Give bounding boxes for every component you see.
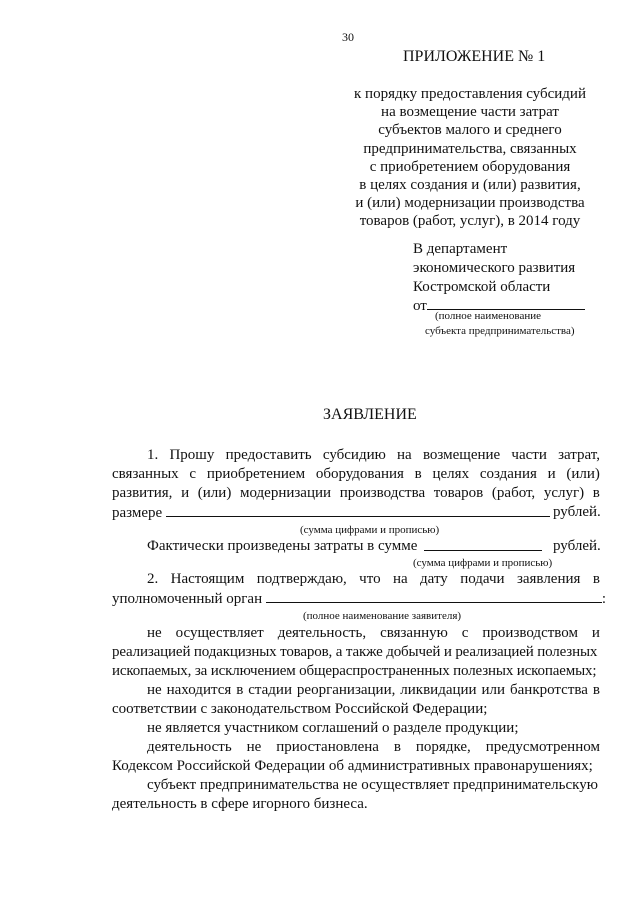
c5-line-1: субъект предпринимательства не осуществляет предпринимательскую <box>147 777 598 793</box>
word: банкротства <box>510 682 588 698</box>
word: не <box>147 682 162 698</box>
addressee-line: Костромской области <box>413 279 551 295</box>
word: предусмотренном <box>485 739 600 755</box>
p2-line-1 <box>147 571 600 588</box>
word: оборудования <box>315 466 404 482</box>
authorized-body-blank <box>266 590 602 603</box>
appendix-description <box>340 85 600 231</box>
word: Прошу <box>169 447 215 463</box>
authorized-colon: : <box>601 591 607 607</box>
size-label: размере <box>112 505 163 521</box>
c5-line-2: деятельность в сфере игорного бизнеса. <box>112 796 368 812</box>
word: в <box>236 682 244 698</box>
word: и <box>547 466 556 482</box>
word: в <box>592 682 600 698</box>
appendix-line: предпринимательства, связанных <box>363 140 577 157</box>
word: и <box>591 625 600 641</box>
word: производством <box>482 625 578 641</box>
word: в <box>414 466 422 482</box>
appendix-line: с приобретением оборудования <box>369 158 571 175</box>
c1-line-1 <box>147 625 600 642</box>
page-number: 30 <box>342 30 354 44</box>
word: связанных <box>112 466 179 482</box>
authorized-body-label: уполномоченный орган <box>112 591 263 607</box>
addressee-block <box>413 240 585 316</box>
word: реорганизации, <box>296 682 396 698</box>
appendix-line: на возмещение части затрат <box>381 104 559 121</box>
word: 2. <box>147 571 159 587</box>
word: части <box>511 447 547 463</box>
word: в <box>592 485 600 501</box>
word: целях <box>432 466 470 482</box>
p1-line-2 <box>112 466 600 483</box>
actual-rubles: рублей. <box>553 538 601 554</box>
p1-line-3 <box>112 485 600 502</box>
document-title: ЗАЯВЛЕНИЕ <box>323 406 417 423</box>
word: субсидию <box>322 447 386 463</box>
word: в <box>592 571 600 587</box>
c4-line-2: Кодексом Российской Федерации об административных правонарушениях; <box>112 758 593 774</box>
p1-line-1 <box>147 447 600 464</box>
c1-line-3: ископаемых, за исключением общераспространенных полезных ископаемых; <box>112 663 597 679</box>
word: осуществляет <box>175 625 264 641</box>
word: заявления <box>516 571 581 587</box>
sum-caption-1: (сумма цифрами и прописью) <box>300 524 440 536</box>
applicant-caption: (полное наименование заявителя) <box>303 610 462 622</box>
word: товаров <box>433 485 484 501</box>
actual-costs-blank <box>424 538 542 551</box>
size-row <box>112 504 550 522</box>
from-caption-1: (полное наименование <box>435 310 542 322</box>
sum-caption-2: (сумма цифрами и прописью) <box>413 557 553 569</box>
word: приобретением <box>206 466 306 482</box>
word: предоставить <box>225 447 312 463</box>
word: (или) <box>197 485 232 501</box>
word: на <box>397 447 412 463</box>
c2-line-2: соответствии с законодательством Российской Федерации; <box>112 701 488 717</box>
word: (работ, <box>491 485 536 501</box>
authorized-body-row <box>112 590 606 608</box>
c2-line-1 <box>147 682 600 699</box>
word: подтверждаю, <box>256 571 347 587</box>
word: на <box>392 571 408 587</box>
appendix-line: субъектов малого и среднего <box>378 122 562 139</box>
word: порядке, <box>415 739 471 755</box>
appendix-line: товаров (работ, услуг), в 2014 году <box>359 213 581 230</box>
size-rubles: рублей. <box>553 504 601 520</box>
word: не <box>147 625 162 641</box>
word: или <box>481 682 506 698</box>
word: подачи <box>460 571 505 587</box>
size-blank <box>166 504 550 517</box>
word: стадии <box>248 682 292 698</box>
word: ликвидации <box>400 682 477 698</box>
from-blank <box>427 297 585 310</box>
word: Настоящим <box>170 571 245 587</box>
word: деятельность, <box>277 625 367 641</box>
c1-line-2: реализацией подакцизных товаров, а также добычей и реализацией полезных <box>112 644 598 660</box>
addressee-line: В департамент <box>413 241 508 257</box>
word: создания <box>479 466 537 482</box>
word: находится <box>166 682 232 698</box>
word: дату <box>420 571 448 587</box>
appendix-title: ПРИЛОЖЕНИЕ № 1 <box>403 48 546 65</box>
word: 1. <box>147 447 159 463</box>
actual-costs-label: Фактически произведены затраты в сумме <box>147 538 418 554</box>
word: производства <box>339 485 426 501</box>
word: с <box>461 625 469 641</box>
word: затрат, <box>558 447 600 463</box>
addressee-line: экономического развития <box>413 260 576 276</box>
word: связанную <box>380 625 448 641</box>
word: возмещение <box>422 447 501 463</box>
from-label: от <box>413 298 427 314</box>
word: услуг) <box>543 485 585 501</box>
word: в <box>393 739 401 755</box>
actual-costs-field <box>424 538 542 556</box>
word: с <box>189 466 197 482</box>
appendix-line: и (или) модернизации производства <box>355 195 585 212</box>
word: что <box>359 571 381 587</box>
word: не <box>246 739 262 755</box>
c3-line-1: не является участником соглашений о разделе продукции; <box>147 720 519 736</box>
from-caption-2: субъекта предпринимательства) <box>425 325 575 337</box>
c4-line-1 <box>147 739 600 756</box>
word: развития, <box>112 485 173 501</box>
word: модернизации <box>239 485 332 501</box>
word: деятельность <box>147 739 232 755</box>
appendix-line: в целях создания и (или) развития, <box>359 177 581 194</box>
word: и <box>181 485 190 501</box>
word: приостановлена <box>276 739 379 755</box>
word: (или) <box>566 466 600 482</box>
appendix-line: к порядку предоставления субсидий <box>354 86 586 102</box>
